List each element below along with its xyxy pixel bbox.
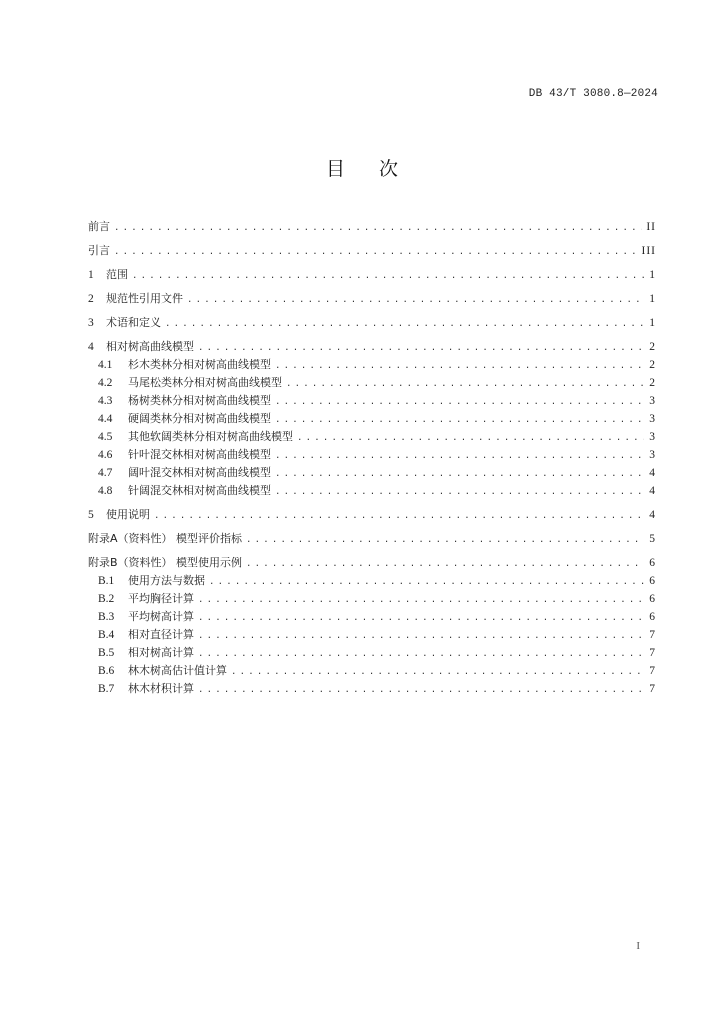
toc-entry[interactable] bbox=[88, 554, 656, 572]
toc-entry-label: 林木树高估计值计算 bbox=[128, 664, 227, 677]
toc-entry-label: 相对树高曲线模型 bbox=[106, 340, 194, 353]
toc-entry[interactable] bbox=[88, 266, 656, 284]
toc-entry-page: 1 bbox=[649, 317, 656, 329]
toc-entry-label: 规范性引用文件 bbox=[106, 292, 183, 305]
toc-entry-page: 2 bbox=[649, 341, 656, 353]
toc-leader-dots bbox=[165, 315, 644, 333]
toc-leader-dots bbox=[132, 267, 644, 285]
toc-entry-number: 2 bbox=[88, 293, 94, 305]
toc-entry-number: 4.5 bbox=[98, 431, 113, 443]
toc-entry-page: 3 bbox=[649, 449, 656, 461]
toc-entry-page: 4 bbox=[649, 467, 656, 479]
toc-entry-page: 3 bbox=[649, 395, 656, 407]
toc-entry-label: 引言 bbox=[88, 244, 110, 257]
toc-entry-label: 平均树高计算 bbox=[128, 610, 194, 623]
toc-entry-page: II bbox=[646, 221, 656, 233]
toc-entry[interactable] bbox=[88, 662, 656, 680]
toc-entry-label: 林木材积计算 bbox=[128, 682, 194, 695]
toc-entry-page: 2 bbox=[649, 377, 656, 389]
toc-entry-label: 使用说明 bbox=[106, 508, 150, 521]
toc-entry[interactable] bbox=[88, 428, 656, 446]
toc-entry-page: 6 bbox=[649, 593, 656, 605]
toc-leader-dots bbox=[114, 219, 642, 237]
toc-entry-number: B.5 bbox=[98, 647, 115, 659]
toc-entry[interactable] bbox=[88, 242, 656, 260]
toc-entry-number: 4.3 bbox=[98, 395, 113, 407]
toc-entry-label: 马尾松类林分相对树高曲线模型 bbox=[128, 376, 282, 389]
toc-entry-label: 使用方法与数据 bbox=[128, 574, 205, 587]
toc-entry-label: 针阔混交林相对树高曲线模型 bbox=[128, 484, 271, 497]
toc-entry-page: 6 bbox=[649, 575, 656, 587]
toc-entry-number: B.3 bbox=[98, 611, 115, 623]
toc-leader-dots bbox=[275, 447, 644, 465]
toc-entry-page: 3 bbox=[649, 431, 656, 443]
table-of-contents bbox=[88, 218, 656, 698]
toc-entry[interactable] bbox=[88, 392, 656, 410]
toc-leader-dots bbox=[275, 393, 644, 411]
toc-leader-dots bbox=[209, 573, 644, 591]
toc-leader-dots bbox=[114, 243, 638, 261]
toc-entry-label: 硬阔类林分相对树高曲线模型 bbox=[128, 412, 271, 425]
toc-entry-page: 6 bbox=[649, 557, 656, 569]
toc-entry-page: 4 bbox=[649, 509, 656, 521]
toc-entry-number: 3 bbox=[88, 317, 94, 329]
toc-entry-label: 术语和定义 bbox=[106, 316, 161, 329]
toc-entry-page: 7 bbox=[649, 665, 656, 677]
toc-entry-number: 4 bbox=[88, 341, 94, 353]
toc-entry-number: 5 bbox=[88, 509, 94, 521]
toc-entry-number: B.6 bbox=[98, 665, 115, 677]
toc-leader-dots bbox=[198, 627, 644, 645]
toc-entry-number: 4.1 bbox=[98, 359, 113, 371]
toc-leader-dots bbox=[246, 531, 644, 549]
toc-entry-number: 4.2 bbox=[98, 377, 113, 389]
toc-entry[interactable] bbox=[88, 218, 656, 236]
toc-entry-label: 附录B（资料性） 模型使用示例 bbox=[88, 556, 243, 569]
toc-entry-page: 1 bbox=[649, 269, 656, 281]
toc-entry[interactable] bbox=[88, 572, 656, 590]
toc-leader-dots bbox=[297, 429, 644, 447]
toc-entry-page: 6 bbox=[649, 611, 656, 623]
toc-leader-dots bbox=[275, 411, 644, 429]
toc-entry-page: 7 bbox=[649, 647, 656, 659]
toc-entry[interactable] bbox=[88, 410, 656, 428]
toc-title: 目次 bbox=[325, 158, 432, 180]
toc-leader-dots bbox=[198, 591, 644, 609]
toc-entry-label: 针叶混交林相对树高曲线模型 bbox=[128, 448, 271, 461]
toc-entry[interactable] bbox=[88, 680, 656, 698]
toc-entry-label: 范围 bbox=[106, 268, 128, 281]
toc-entry[interactable] bbox=[88, 374, 656, 392]
toc-entry-page: 2 bbox=[649, 359, 656, 371]
toc-leader-dots bbox=[198, 339, 644, 357]
toc-entry[interactable] bbox=[88, 338, 656, 356]
toc-entry-label: 前言 bbox=[88, 220, 110, 233]
toc-entry-number: 1 bbox=[88, 269, 94, 281]
document-code: DB 43/T 3080.8—2024 bbox=[528, 88, 658, 100]
toc-entry-label: 杉木类林分相对树高曲线模型 bbox=[128, 358, 271, 371]
toc-entry-number: B.1 bbox=[98, 575, 115, 587]
toc-entry-number: 4.8 bbox=[98, 485, 113, 497]
toc-entry-number: 4.6 bbox=[98, 449, 113, 461]
toc-entry-label: 阔叶混交林相对树高曲线模型 bbox=[128, 466, 271, 479]
toc-entry[interactable] bbox=[88, 290, 656, 308]
toc-leader-dots bbox=[231, 663, 644, 681]
toc-entry-label: 相对树高计算 bbox=[128, 646, 194, 659]
toc-entry-number: B.4 bbox=[98, 629, 115, 641]
toc-entry-page: 3 bbox=[649, 413, 656, 425]
toc-entry[interactable] bbox=[88, 590, 656, 608]
toc-leader-dots bbox=[275, 483, 644, 501]
toc-entry-page: 1 bbox=[649, 293, 656, 305]
toc-entry[interactable] bbox=[88, 446, 656, 464]
toc-entry[interactable] bbox=[88, 626, 656, 644]
toc-leader-dots bbox=[154, 507, 644, 525]
toc-entry[interactable] bbox=[88, 464, 656, 482]
toc-entry-page: 4 bbox=[649, 485, 656, 497]
toc-entry-label: 附录A（资料性） 模型评价指标 bbox=[88, 532, 243, 545]
toc-entry-label: 平均胸径计算 bbox=[128, 592, 194, 605]
toc-entry-number: B.7 bbox=[98, 683, 115, 695]
toc-entry-number: 4.7 bbox=[98, 467, 113, 479]
toc-entry[interactable] bbox=[88, 356, 656, 374]
toc-leader-dots bbox=[198, 645, 644, 663]
toc-entry[interactable] bbox=[88, 482, 656, 500]
toc-leader-dots bbox=[275, 357, 644, 375]
toc-entry[interactable] bbox=[88, 644, 656, 662]
toc-leader-dots bbox=[198, 609, 644, 627]
toc-entry[interactable] bbox=[88, 608, 656, 626]
page-number: I bbox=[636, 940, 640, 952]
toc-entry-label: 杨树类林分相对树高曲线模型 bbox=[128, 394, 271, 407]
toc-leader-dots bbox=[275, 465, 644, 483]
toc-entry-page: 7 bbox=[649, 683, 656, 695]
toc-entry[interactable] bbox=[88, 506, 656, 524]
toc-entry-page: III bbox=[641, 245, 656, 257]
toc-entry-number: 4.4 bbox=[98, 413, 113, 425]
toc-entry-label: 其他软阔类林分相对树高曲线模型 bbox=[128, 430, 293, 443]
toc-entry-page: 5 bbox=[649, 533, 656, 545]
toc-entry[interactable] bbox=[88, 530, 656, 548]
toc-leader-dots bbox=[246, 555, 644, 573]
toc-entry-number: B.2 bbox=[98, 593, 115, 605]
toc-leader-dots bbox=[198, 681, 644, 699]
toc-entry-page: 7 bbox=[649, 629, 656, 641]
toc-leader-dots bbox=[286, 375, 644, 393]
toc-entry[interactable] bbox=[88, 314, 656, 332]
toc-leader-dots bbox=[187, 291, 644, 309]
toc-entry-label: 相对直径计算 bbox=[128, 628, 194, 641]
